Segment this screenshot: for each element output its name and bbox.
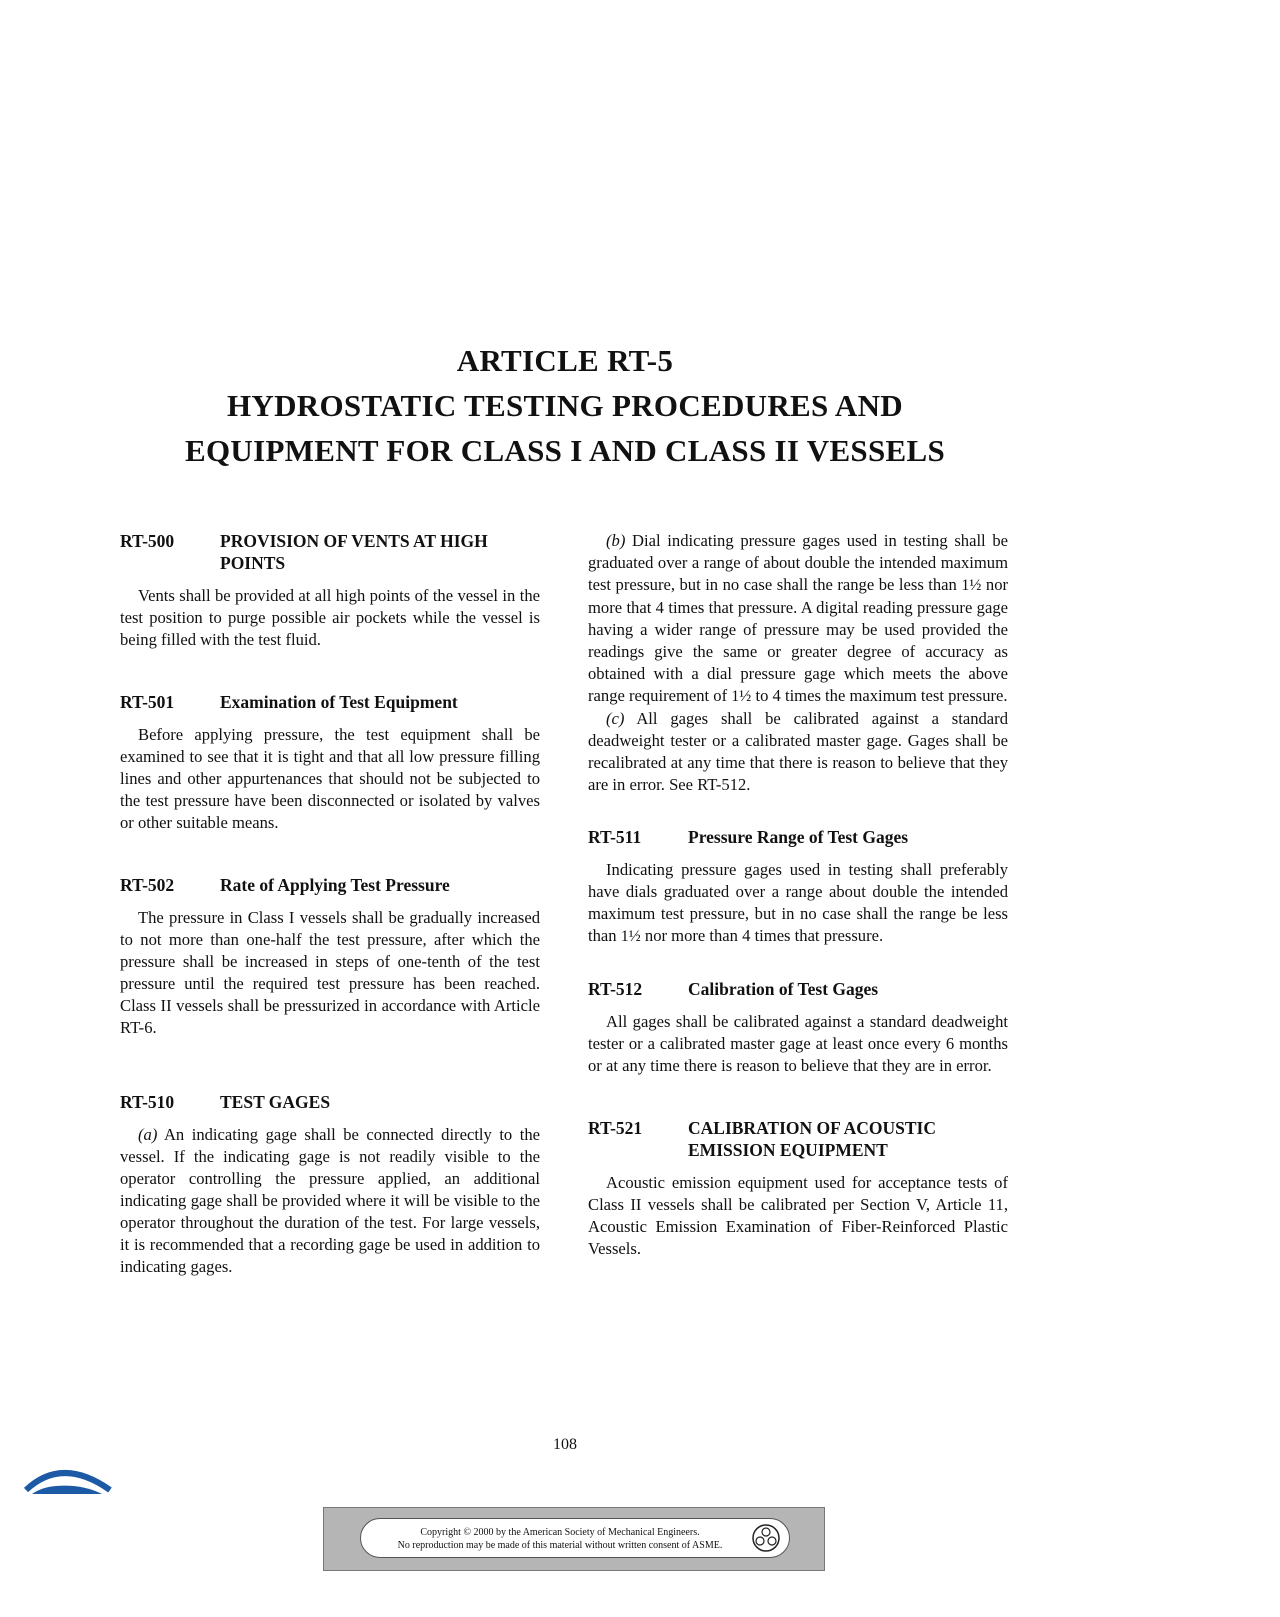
fraction: 1½ <box>620 928 641 945</box>
section-heading-rt502 <box>120 874 540 896</box>
section-title: Rate of Applying Test Pressure <box>220 875 450 895</box>
section-heading-rt512 <box>588 978 1008 1000</box>
asme-seal-icon <box>751 1523 781 1553</box>
item-text: An indicating gage shall be connected directly to the vessel. If the indicating gage is not readily visible to the operator controlling the pressure applied, an additional indicating gage shall be provided where it will be visible to the operator throughout the duration of the test. For large vessels, it is recommended that a recording gage be used in addition to indicating gages. <box>120 1125 541 1276</box>
item-text: Indicating pressure gages used in testing shall preferably have dials graduated over a range about double the intended maximum test pressure, but in no case shall the range be less than <box>588 860 1008 945</box>
section-number: RT-500 <box>120 531 175 551</box>
section-text-rt521: Acoustic emission equipment used for acceptance tests of Class II vessels shall be calibrated per Section V, Article 11, Acoustic Emission Examination of Fiber-Reinforced Plastic Vessels. <box>588 1173 1008 1258</box>
asme-logo-icon <box>22 1460 116 1500</box>
section-heading-rt500 <box>120 530 540 574</box>
section-heading-rt511 <box>588 826 1008 848</box>
section-text-rt502: The pressure in Class I vessels shall be gradually increased to not more than one-half the test pressure, after which the pressure shall be increased in steps of one-tenth of the test pressure until the required test pressure has been reached. Class II vessels shall be pressurized in accordance with Article RT-6. <box>120 908 540 1037</box>
article-title-line-2: EQUIPMENT FOR CLASS I AND CLASS II VESSELS <box>185 433 945 468</box>
section-text-rt500: Vents shall be provided at all high points of the vessel in the test position to purge possible air pockets while the vessel is being filled with the test fluid. <box>120 586 540 649</box>
section-text-rt510-b <box>588 530 1008 708</box>
fraction: 1½ <box>961 577 982 594</box>
section-heading-rt510 <box>120 1091 540 1113</box>
item-text: to 4 times the maximum test pressure. <box>755 686 1008 705</box>
copyright-line-2: No reproduction may be made of this material without written consent of ASME. <box>397 1540 723 1551</box>
section-number: RT-502 <box>120 875 175 895</box>
section-number: RT-512 <box>588 979 643 999</box>
page-number: 108 <box>553 1436 577 1453</box>
section-title: Examination of Test Equipment <box>220 692 458 712</box>
section-text-rt512: All gages shall be calibrated against a standard deadweight tester or a calibrated master gage at least once every 6 months or at any time there is reason to believe that they are in error. <box>588 1012 1008 1075</box>
section-number: RT-510 <box>120 1092 175 1112</box>
item-label: (b) <box>606 531 626 550</box>
item-label: (c) <box>606 709 625 728</box>
item-text: nor more that 4 times that pressure. A digital reading pressure gage having a wider range of pressure may be used provided the readings give the same or greater degree of accuracy as obtained with a dial pressure gage which meets the above range requirement of <box>588 575 1009 705</box>
copyright-notice <box>360 1518 790 1558</box>
copyright-line-1: Copyright © 2000 by the American Society of Mechanical Engineers. <box>420 1527 700 1538</box>
section-title: PROVISION OF VENTS AT HIGH POINTS <box>220 531 488 573</box>
section-text-rt510-a <box>120 1124 540 1278</box>
section-text-rt511 <box>588 859 1008 948</box>
article-title-line-1: HYDROSTATIC TESTING PROCEDURES AND <box>227 388 903 423</box>
section-title: Pressure Range of Test Gages <box>688 827 909 847</box>
section-heading-rt501 <box>120 691 540 713</box>
section-text-rt501: Before applying pressure, the test equipment shall be examined to see that it is tight and that all low pressure filling lines and other appurtenances that should not be subjected to the test pressure have been disconnected or isolated by valves or other suitable means. <box>120 725 540 832</box>
copyright-banner <box>323 1507 825 1571</box>
fraction: 1½ <box>731 688 752 705</box>
left-column <box>120 530 540 1278</box>
section-title: TEST GAGES <box>220 1092 331 1112</box>
section-number: RT-511 <box>588 827 642 847</box>
section-heading-rt521 <box>588 1117 1008 1161</box>
item-text: Dial indicating pressure gages used in testing shall be graduated over a range of about double the intended maximum test pressure, but in no case shall the range be less than <box>588 531 1009 594</box>
item-label: (a) <box>138 1125 158 1144</box>
item-text: All gages shall be calibrated against a standard deadweight tester or a calibrated master gage. Gages shall be recalibrated at any time that there is reason to believe that they are in error. See RT-512. <box>588 709 1008 794</box>
section-title: CALIBRATION OF ACOUSTIC EMISSION EQUIPMENT <box>688 1118 936 1160</box>
section-text-rt510-c <box>588 708 1008 796</box>
section-number: RT-521 <box>588 1118 643 1138</box>
right-column <box>588 530 1008 1260</box>
section-number: RT-501 <box>120 692 175 712</box>
section-title: Calibration of Test Gages <box>688 979 879 999</box>
item-text: nor more than 4 times that pressure. <box>644 926 884 945</box>
article-title <box>0 338 1130 473</box>
article-number: ARTICLE RT-5 <box>456 343 674 378</box>
